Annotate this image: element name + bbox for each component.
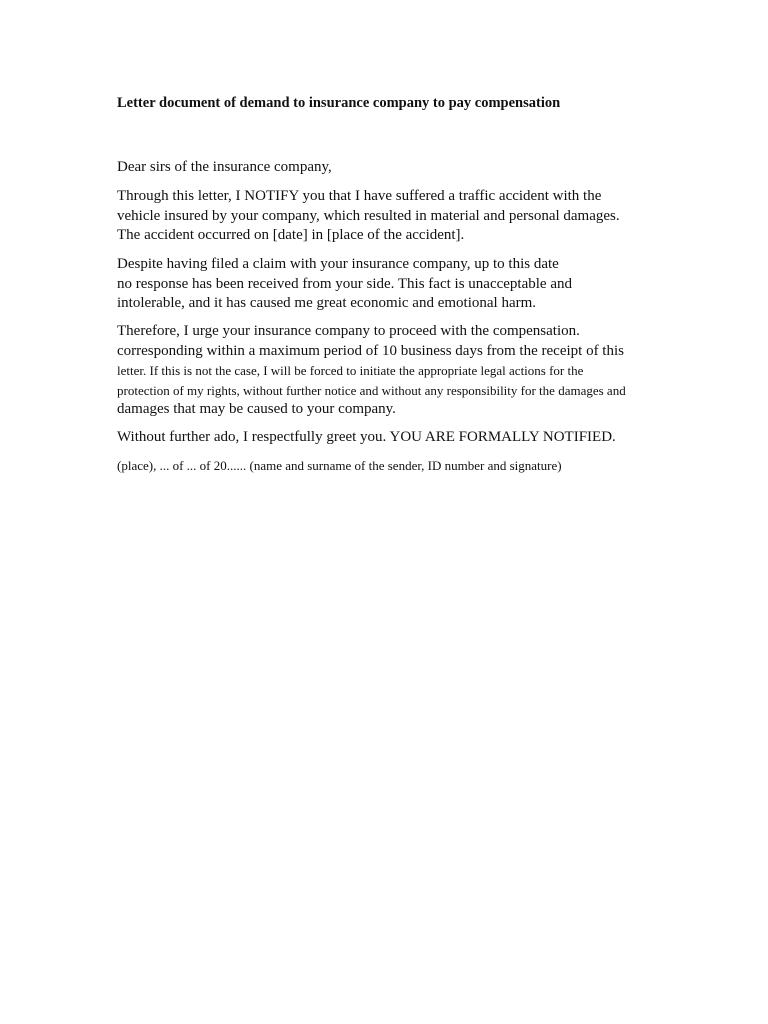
paragraph-line: The accident occurred on [date] in [place of the accident]. [117,227,465,243]
paragraph-claim [117,255,677,314]
closing-line: Without further ado, I respectfully greet you. YOU ARE FORMALLY NOTIFIED. [117,429,616,445]
salutation: Dear sirs of the insurance company, [117,159,332,175]
paragraph-line: vehicle insured by your company, which resulted in material and personal damages. [117,207,620,224]
paragraph-line: Therefore, I urge your insurance company to proceed with the compensation. [117,323,580,339]
paragraph-line: no response has been received from your side. This fact is unacceptable and [117,275,572,292]
paragraph-line: corresponding within a maximum period of 10 business days from the receipt of this [117,342,624,359]
paragraph-demand [117,322,677,420]
paragraph-notification [117,187,677,246]
paragraph-line: damages that may be caused to your company. [117,401,396,417]
paragraph-line: Despite having filed a claim with your insurance company, up to this date [117,256,559,272]
letter-title: Letter document of demand to insurance company to pay compensation [117,95,561,111]
paragraph-line: letter. If this is not the case, I will be forced to initiate the appropriate legal actions for the [117,363,584,378]
signature-line: (place), ... of ... of 20...... (name and surname of the sender, ID number and signature) [117,458,562,473]
paragraph-line: intolerable, and it has caused me great economic and emotional harm. [117,295,537,311]
paragraph-line: protection of my rights, without further notice and without any responsibility for the damages and [117,382,626,398]
paragraph-line: Through this letter, I NOTIFY you that I have suffered a traffic accident with the [117,188,602,204]
